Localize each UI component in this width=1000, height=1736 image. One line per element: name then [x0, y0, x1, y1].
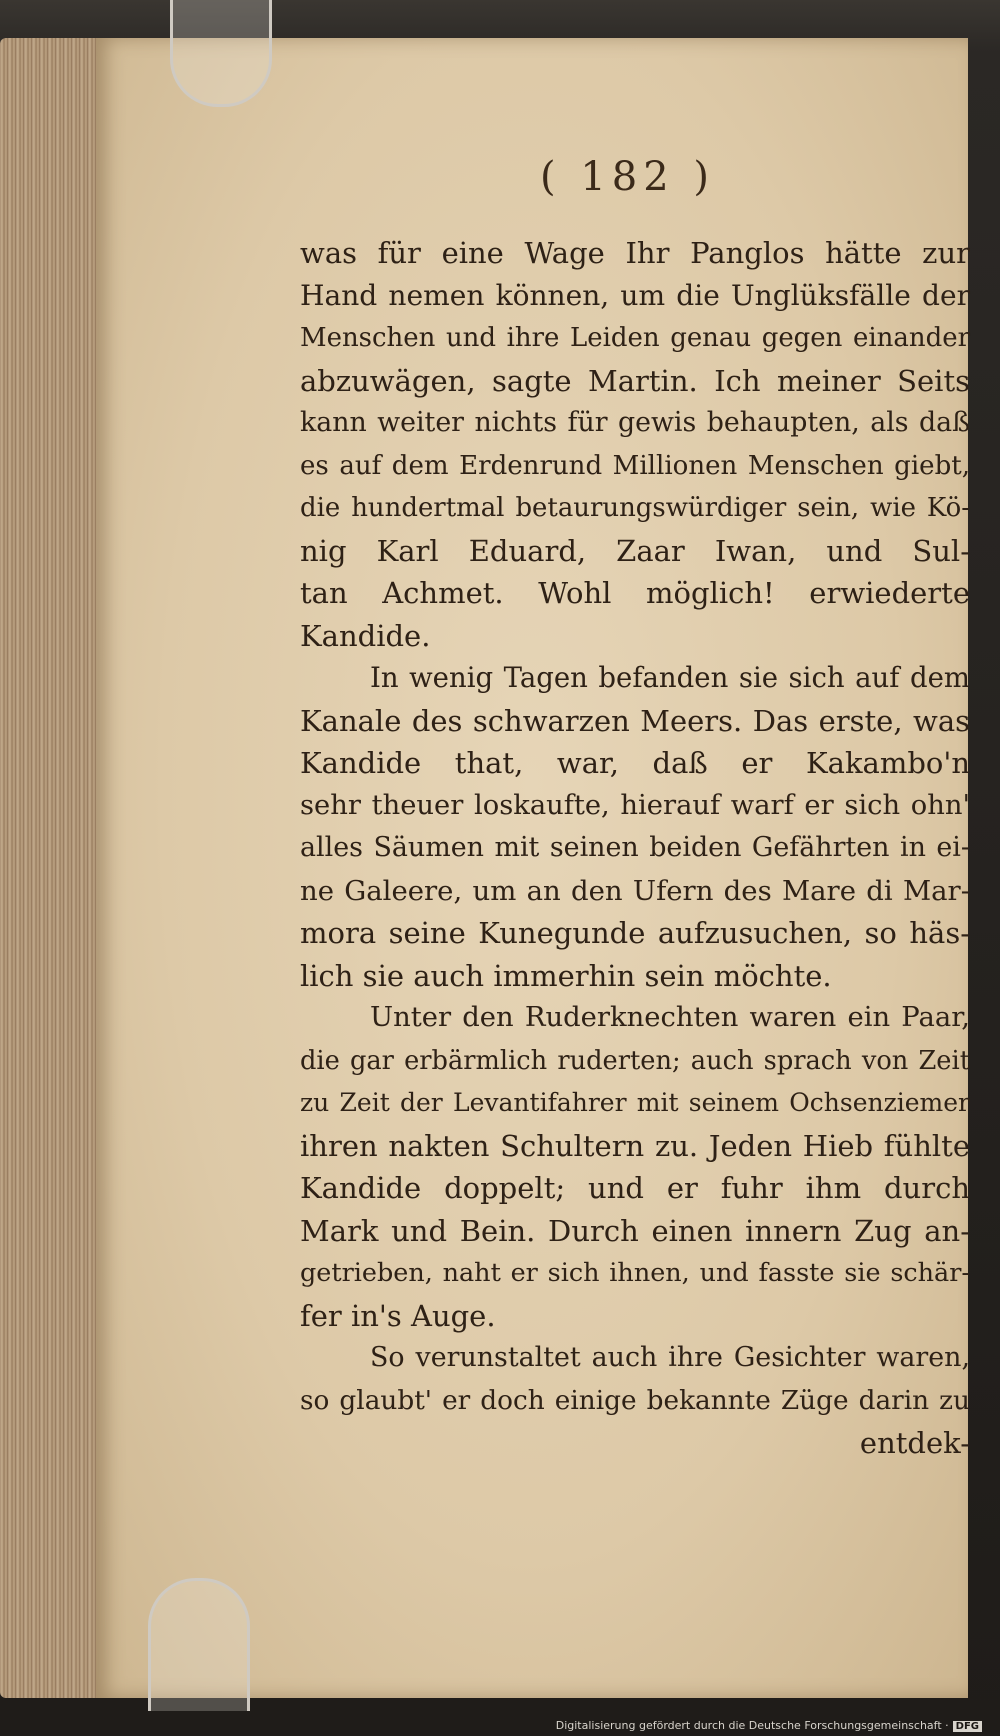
text-line: Kandide.: [300, 618, 431, 653]
text-line: die gar erbärmlich ruderten; auch sprach von Zeit: [300, 1045, 970, 1076]
text-line: was für eine Wage Ihr Panglos hätte zur: [300, 236, 970, 270]
top-page-clip: [170, 0, 272, 107]
text-line: Unter den Ruderknechten waren ein Paar,: [370, 1002, 970, 1033]
page-number: ( 182 ): [540, 154, 715, 200]
text-line: lich sie auch immerhin sein möchte.: [300, 958, 832, 993]
bottom-page-clip: [148, 1578, 250, 1711]
text-line: ihren nakten Schultern zu. Jeden Hieb fühlte: [300, 1128, 970, 1163]
digitization-credit: [556, 1719, 982, 1732]
text-line: mora seine Kunegunde aufzusuchen, so häs-: [300, 916, 970, 950]
text-line: sehr theuer loskaufte, hierauf warf er sich ohn': [300, 789, 970, 821]
text-line: abzuwägen, sagte Martin. Ich meiner Seits: [300, 363, 970, 398]
book-page-edges: [0, 38, 104, 1698]
text-line: Menschen und ihre Leiden genau gegen einander: [300, 323, 970, 353]
text-line: kann weiter nichts für gewis behaupten, als daß: [300, 407, 970, 438]
text-line: ne Galeere, um an den Ufern des Mare di Mar-: [300, 874, 970, 907]
catchword: entdek-: [859, 1426, 970, 1460]
text-line: nig Karl Eduard, Zaar Iwan, und Sul-: [300, 533, 970, 568]
text-line: die hundertmal betaurungswürdiger sein, wie Kö-: [300, 493, 970, 523]
body-text: [300, 232, 970, 1465]
text-line: getrieben, naht er sich ihnen, und fasste sie schär-: [300, 1258, 970, 1288]
text-line: fer in's Auge.: [300, 1298, 496, 1333]
text-line: Kandide doppelt; und er fuhr ihm durch: [300, 1171, 970, 1205]
text-line: So verunstaltet auch ihre Gesichter waren,: [370, 1342, 970, 1373]
text-line: es auf dem Erdenrund Millionen Menschen giebt,: [300, 450, 970, 481]
text-line: Mark und Bein. Durch einen innern Zug an-: [300, 1213, 970, 1248]
text-line: so glaubt' er doch einige bekannte Züge darin zu: [300, 1385, 970, 1416]
text-line: Kanale des schwarzen Meers. Das erste, was: [300, 703, 970, 738]
text-line: Kandide that, war, daß er Kakambo'n: [300, 746, 970, 780]
dfg-logo: DFG: [953, 1721, 982, 1732]
credit-text: Digitalisierung gefördert durch die Deutsche Forschungsgemeinschaft ·: [555, 1719, 949, 1732]
text-line: zu Zeit der Levantifahrer mit seinem Ochsenziemer: [300, 1088, 970, 1117]
text-line: In wenig Tagen befanden sie sich auf dem: [370, 662, 970, 694]
text-line: alles Säumen mit seinen beiden Gefährten in ei-: [300, 832, 970, 863]
text-line: tan Achmet. Wohl möglich! erwiederte: [300, 576, 970, 610]
text-line: Hand nemen können, um die Unglüksfälle der: [300, 278, 970, 312]
